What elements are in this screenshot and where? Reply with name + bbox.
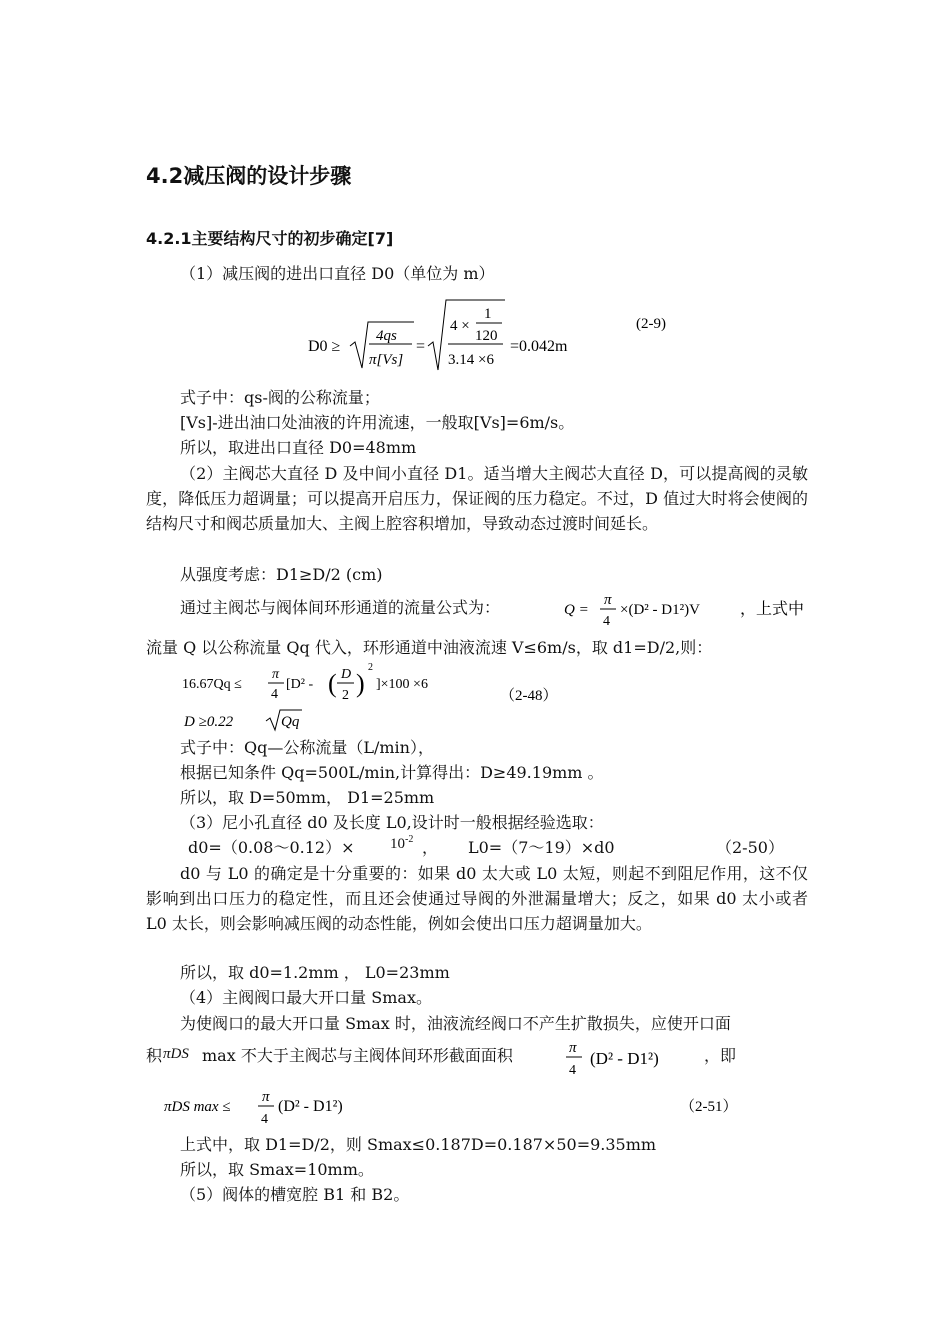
- flow-line-2: 流量 Q 以公称流量 Qq 代入，环形通道中油液流速 V≤6m/s，取 d1=D/2,则：: [146, 638, 713, 657]
- equation-2-9: [300, 296, 720, 376]
- paragraph-4-line-2-c: ，即: [704, 1046, 737, 1065]
- eq51-number: （2-51）: [680, 1099, 738, 1115]
- eq51-body: (D² - D1²): [278, 1098, 343, 1115]
- paragraph-4-line-1: 为使阀口的最大开口量 Smax 时，油液流经阀口不产生扩散损失，应使开口面: [180, 1014, 731, 1033]
- step-4-title: （4）主阀阀口最大开口量 Smax。: [180, 988, 432, 1007]
- so-line-1: 所以，取进出口直径 D0=48mm: [180, 438, 417, 457]
- step-1-title: （1）减压阀的进出口直径 D0（单位为 m）: [180, 264, 495, 283]
- paragraph-d0-l0: d0 与 L0 的确定是十分重要的：如果 d0 太大或 L0 太短，则起不到阻尼作用，这不仅影响到出口压力的稳定性，而且还会使通过导阀的外泄漏量增大；反之，如果 d0 太小或者 L0 太长，则会影响减压阀的动态性能，例如会使出口压力超调量加大。: [146, 864, 808, 933]
- flow-intro-text: 通过主阀芯与阀体间环形通道的流量公式为：: [180, 598, 501, 617]
- equation-2-50-sep: ，: [422, 838, 439, 857]
- paragraph-4-line-2-a: 积: [146, 1046, 163, 1065]
- annular-area-expression: [564, 1036, 704, 1080]
- known-line: 根据已知条件 Qq=500L/min,计算得出：D≥49.19mm 。: [180, 763, 604, 782]
- eq1-lhs: D0 ≥: [308, 338, 341, 355]
- where-line-1: 式子中：qs-阀的公称流量；: [180, 388, 380, 407]
- equation-2-50-c: L0=（7～19）×d0: [468, 838, 615, 857]
- flow-eq-tail: ，上式中: [740, 601, 805, 618]
- eq51-four: 4: [261, 1112, 268, 1127]
- step-3-title: （3）尼小孔直径 d0 及长度 L0,设计时一般根据经验选取：: [180, 813, 604, 832]
- equation-2-50-number: （2-50）: [716, 838, 784, 857]
- eq48-number: （2-48）: [500, 688, 558, 704]
- flow-eq-four: 4: [603, 614, 610, 629]
- above-line: 上式中，取 D1=D/2，则 Smax≤0.187D=0.187×50=9.35mm: [180, 1135, 657, 1154]
- svg-text:π: π: [569, 1040, 577, 1056]
- eq1-result: =0.042m: [510, 338, 568, 355]
- strength-line: 从强度考虑：D1≥D/2 (cm): [180, 565, 383, 584]
- eq1-inner-den: 3.14 ×6: [448, 352, 494, 368]
- paragraph-4-pids: πDS: [163, 1046, 189, 1062]
- paragraph-4-line-2-b: max 不大于主阀芯与主阀体间环形截面面积: [202, 1046, 513, 1065]
- equation-2-48: [180, 658, 600, 738]
- eq48-root: Qq: [281, 714, 300, 730]
- eq48-sq: 2: [368, 662, 373, 673]
- equation-2-51: [160, 1086, 760, 1130]
- eq48-two: 2: [342, 688, 349, 703]
- eq48-line2: D ≥0.22: [184, 714, 234, 730]
- eq1-inner-frac-num: 1: [484, 306, 492, 322]
- eq48-pi: π: [272, 667, 280, 682]
- svg-text:(D² - D1²): (D² - D1²): [590, 1049, 659, 1068]
- eq1-den: π[Vs]: [369, 352, 404, 368]
- equation-2-50-power: [390, 834, 413, 853]
- eq1-num: 4qs: [376, 328, 397, 344]
- flow-eq-pi: π: [604, 592, 612, 608]
- so-line-2: 所以，取 D=50mm， D1=25mm: [180, 788, 435, 807]
- svg-text:4: 4: [569, 1063, 576, 1078]
- where-line-2: [Vs]-进出油口处油液的许用流速，一般取[Vs]=6m/s。: [180, 413, 575, 432]
- eq51-pi: π: [262, 1089, 270, 1105]
- eq48-lhs: 16.67Qq ≤: [182, 677, 242, 692]
- eq51-lhs: πDS max ≤: [164, 1099, 231, 1115]
- so-line-4: 所以，取 Smax=10mm。: [180, 1160, 374, 1179]
- subsection-heading: 4.2.1主要结构尺寸的初步确定[7]: [146, 229, 394, 248]
- section-heading: 4.2减压阀的设计步骤: [146, 164, 352, 188]
- so-line-3: 所以，取 d0=1.2mm ， L0=23mm: [180, 963, 450, 982]
- svg-text:): ): [356, 669, 365, 698]
- eq1-eq-sign: =: [416, 338, 426, 355]
- eq1-inner-a: 4 ×: [450, 318, 470, 334]
- eq48-bracket: [D² -: [286, 677, 314, 692]
- paragraph-step-2: （2）主阀芯大直径 D 及中间小直径 D1。适当增大主阀芯大直径 D，可以提高阀的灵敏度，降低压力超调量；可以提高开启压力，保证阀的压力稳定。不过，D 值过大时将会使阀的结构尺寸和阀芯质量加大、主阀上腔容积增加，导致动态过渡时间延长。: [146, 464, 808, 533]
- equation-2-50-a: d0=（0.08～0.12）×: [188, 838, 355, 857]
- flow-equation: [562, 588, 812, 632]
- where-line-3: 式子中：Qq—公称流量（L/min），: [180, 738, 434, 757]
- step-5-title: （5）阀体的槽宽腔 B1 和 B2。: [180, 1185, 410, 1204]
- eq48-rest: ]×100 ×6: [376, 677, 428, 692]
- svg-text:(: (: [328, 669, 337, 698]
- eq50-ten: 10: [390, 836, 405, 852]
- eq1-inner-frac-den: 120: [475, 328, 498, 344]
- flow-eq-body: ×(D² - D1²)V: [620, 602, 700, 618]
- eq48-four: 4: [271, 687, 278, 702]
- eq48-d: D: [341, 667, 352, 682]
- flow-eq-q: Q =: [564, 602, 589, 618]
- eq50-exp: -2: [405, 834, 414, 845]
- eq1-number: (2-9): [636, 316, 666, 332]
